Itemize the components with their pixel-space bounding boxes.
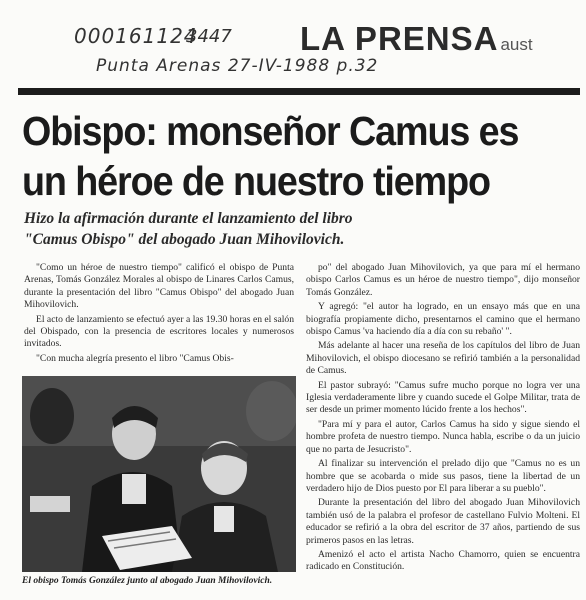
article-paragraph: Y agregó: "el autor ha logrado, en un ensayo más que en una biografía propiamente dicho, presentarnos el camino que el hermano obispo Camus 'va haciendo día a día con su rebaño' ". [306, 301, 580, 338]
masthead-brand-suffix: aust [500, 35, 533, 54]
article-paragraph: Amenizó el acto el artista Nacho Chamorro, quien se encuentra radicado en Constitución. [306, 548, 580, 573]
article-paragraph: "Para mí y para el autor, Carlos Camus ha sido y sigue siendo el hombre profeta de nuestro tiempo. Nunca habla, escribe o da un juicio que no parta de Jesucristo". [306, 418, 580, 455]
masthead-rule [18, 88, 580, 95]
masthead-brand: LA PRENSA [300, 20, 499, 57]
article-column-left [24, 262, 294, 367]
source-note-handwritten: Punta Arenas 27-IV-1988 p.32 [96, 56, 379, 76]
headline-line-2: un héroe de nuestro tiempo [22, 158, 490, 204]
article-paragraph: po" del abogado Juan Mihovilovich, ya que para mí el hermano obispo Carlos Camus es un héroe de nuestro tiempo", dijo monseñor Tomás González. [306, 262, 580, 298]
article-paragraph: "Con mucha alegría presento el libro "Camus Obis- [36, 352, 234, 364]
article-paragraph: El pastor subrayó: "Camus sufre mucho porque no logra ver una Iglesia verdaderamente libre y cuando sucede el Golpe Militar, trata de ser desde un primer momento lúcido frente a los hechos". [306, 379, 580, 416]
ref-number-handwritten: 3447 [186, 26, 232, 47]
article-headline [22, 106, 537, 206]
subhead-line-2: "Camus Obispo" del abogado Juan Mihovilovich. [24, 231, 345, 248]
photo-caption: El obispo Tomás González junto al abogado Juan Mihovilovich. [22, 576, 273, 586]
article-paragraph: Al finalizar su intervención el prelado dijo que "Camus no es un hombre que se acobarda o mide sus pasos, tiene la libertad de un verdadero hijo de Dios puesto por El para liberar a su pueblo". [306, 458, 580, 494]
subhead-line-1: Hizo la afirmación durante el lanzamiento del libro [24, 210, 353, 227]
article-paragraph: El acto de lanzamiento se efectuó ayer a las 19.30 horas en el salón del Obispado, con la presencia de escritores locales y numerosos invitados. [24, 313, 294, 350]
article-paragraph: Durante la presentación del libro del abogado Juan Mihovilovich también usó de la palabra el profesor de castellano Fulvio Molteni. El educador se refirió a la obra del escritor de 37 años, partiendo de sus primeros pasos en las letras. [306, 497, 580, 546]
headline-line-1: Obispo: monseñor Camus es [22, 108, 519, 154]
article-paragraph: "Como un héroe de nuestro tiempo" calificó el obispo de Punta Arenas, Tomás González Morales al obispo de Linares Carlos Camus, durante la presentación del libro "Camus Obispo" del abogado Juan Mihovilovich. [24, 262, 294, 311]
article-paragraph: Más adelante al hacer una reseña de los capítulos del libro de Juan Mihovilovich, el obispo diocesano se refirió también a la personalidad de Camus. [306, 340, 580, 377]
newspaper-masthead [300, 20, 533, 58]
article-subhead [24, 208, 580, 250]
article-column-right [306, 262, 580, 576]
archive-id-handwritten: 000161124 [74, 24, 198, 48]
article-photo [22, 376, 296, 572]
